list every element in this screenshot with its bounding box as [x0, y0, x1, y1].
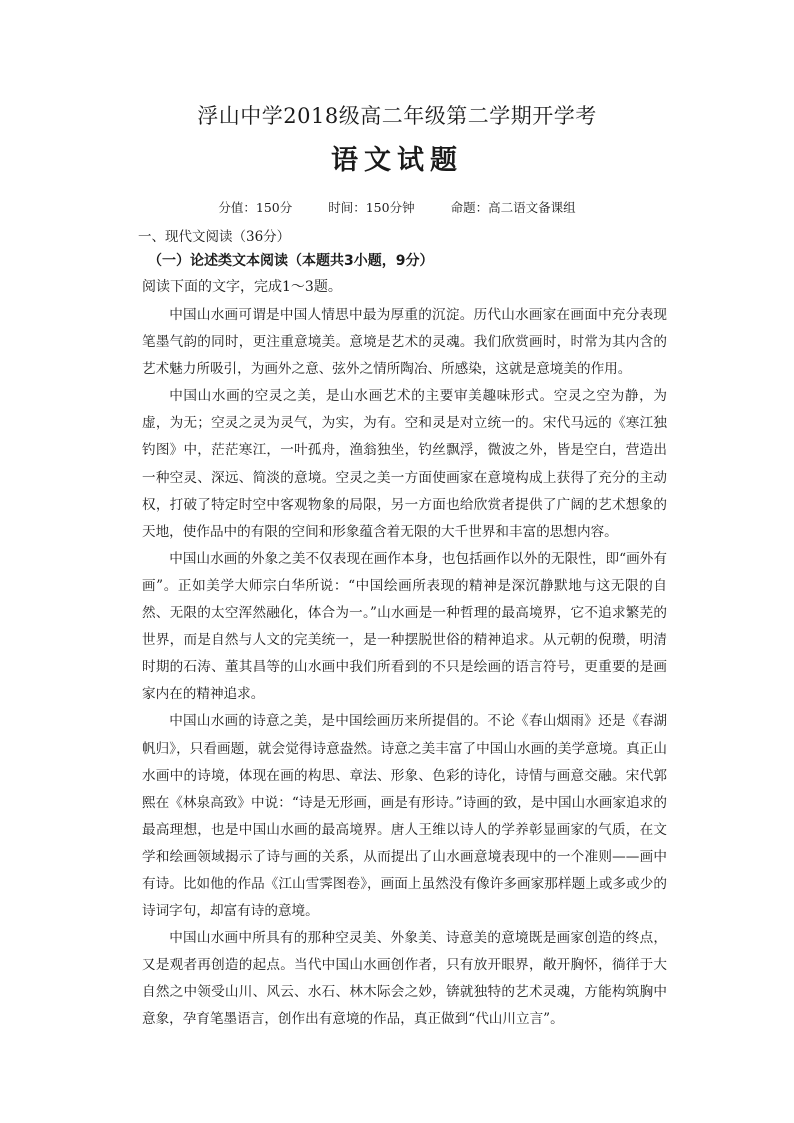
passage-paragraph: 中国山水画可谓是中国人情思中最为厚重的沉淀。历代山水画家在画面中充分表现笔墨气韵的同时，更注重意境美。意境是艺术的灵魂。我们欣赏画时，时常为其内含的艺术魅力所吸引，为画外之意、弦外之情所陶冶、所感染，这就是意境美的作用。 — [142, 307, 667, 378]
time-info: 时间：150分钟 — [328, 200, 415, 215]
score-info: 分值：150分 — [218, 200, 293, 215]
passage-paragraph: 中国山水画中所具有的那种空灵美、外象美、诗意美的意境既是画家创造的终点，又是观者再创造的起点。当代中国山水画创作者，只有放开眼界，敞开胸怀，徜徉于大自然之中领受山川、风云、水石、林木际会之妙，锛就独特的艺术灵魂，方能构筑胸中意象，孕育笔墨语言，创作出有意境的作品，真正做到“代山川立言”。 — [142, 930, 667, 1028]
exam-meta — [0, 198, 794, 216]
exam-subtitle: 语文试题 — [331, 145, 463, 176]
reading-passage — [142, 302, 667, 1034]
reading-instruction: 阅读下面的文字，完成1～3题。 — [142, 279, 342, 295]
section-subheading: （一）论述类文本阅读（本题共3小题，9分） — [148, 253, 434, 269]
author-info: 命题：高二语文备课组 — [450, 200, 576, 215]
passage-paragraph: 中国山水画的诗意之美，是中国绘画历来所提倡的。不论《春山烟雨》还是《春湖帆归》，只看画题，就会觉得诗意盎然。诗意之美丰富了中国山水画的美学意境。真正山水画中的诗境，体现在画的构思、章法、形象、色彩的诗化，诗情与画意交融。宋代郭熙在《林泉高致》中说：“诗是无形画，画是有形诗。”诗画的致，是中国山水画家追求的最高理想，也是中国山水画的最高境界。唐人王维以诗人的学养彰显画家的气质，在文学和绘画领域揭示了诗与画的关系，从而提出了山水画意境表现中的一个准则——画中有诗。比如他的作品《江山雪霁图卷》，画面上虽然没有像许多画家那样题上或多或少的诗词字句，却富有诗的意境。 — [142, 713, 667, 920]
passage-paragraph: 中国山水画的空灵之美，是山水画艺术的主要审美趣味形式。空灵之空为静，为虚，为无；空灵之灵为灵气，为实，为有。空和灵是对立统一的。宋代马远的《寒江独钓图》中，茫茫寒江，一叶孤舟，渔翁独坐，钓丝飘浮，微波之外，皆是空白，营造出一种空灵、深远、简淡的意境。空灵之美一方面使画家在意境构成上获得了充分的主动权，打破了特定时空中客观物象的局限，另一方面也给欣赏者提供了广阔的艺术想象的天地，使作品中的有限的空间和形象蕴含着无限的大千世界和丰富的思想内容。 — [142, 388, 667, 540]
exam-title: 浮山中学2018级高二年级第二学期开学考 — [197, 104, 597, 128]
passage-paragraph: 中国山水画的外象之美不仅表现在画作本身，也包括画作以外的无限性，即“画外有画”。正如美学大师宗白华所说：“中国绘画所表现的精神是深沉静默地与这无限的自然、无限的太空浑然融化，体合为一。”山水画是一种哲理的最高境界，它不追求繁芜的世界，而是自然与人文的完美统一，是一种摆脱世俗的精神追求。从元朝的倪瓒，明清时期的石涛、董其昌等的山水画中我们所看到的不只是绘画的语言符号，更重要的是画家内在的精神追求。 — [142, 550, 667, 703]
section-heading: 一、现代文阅读（36分） — [138, 229, 291, 245]
